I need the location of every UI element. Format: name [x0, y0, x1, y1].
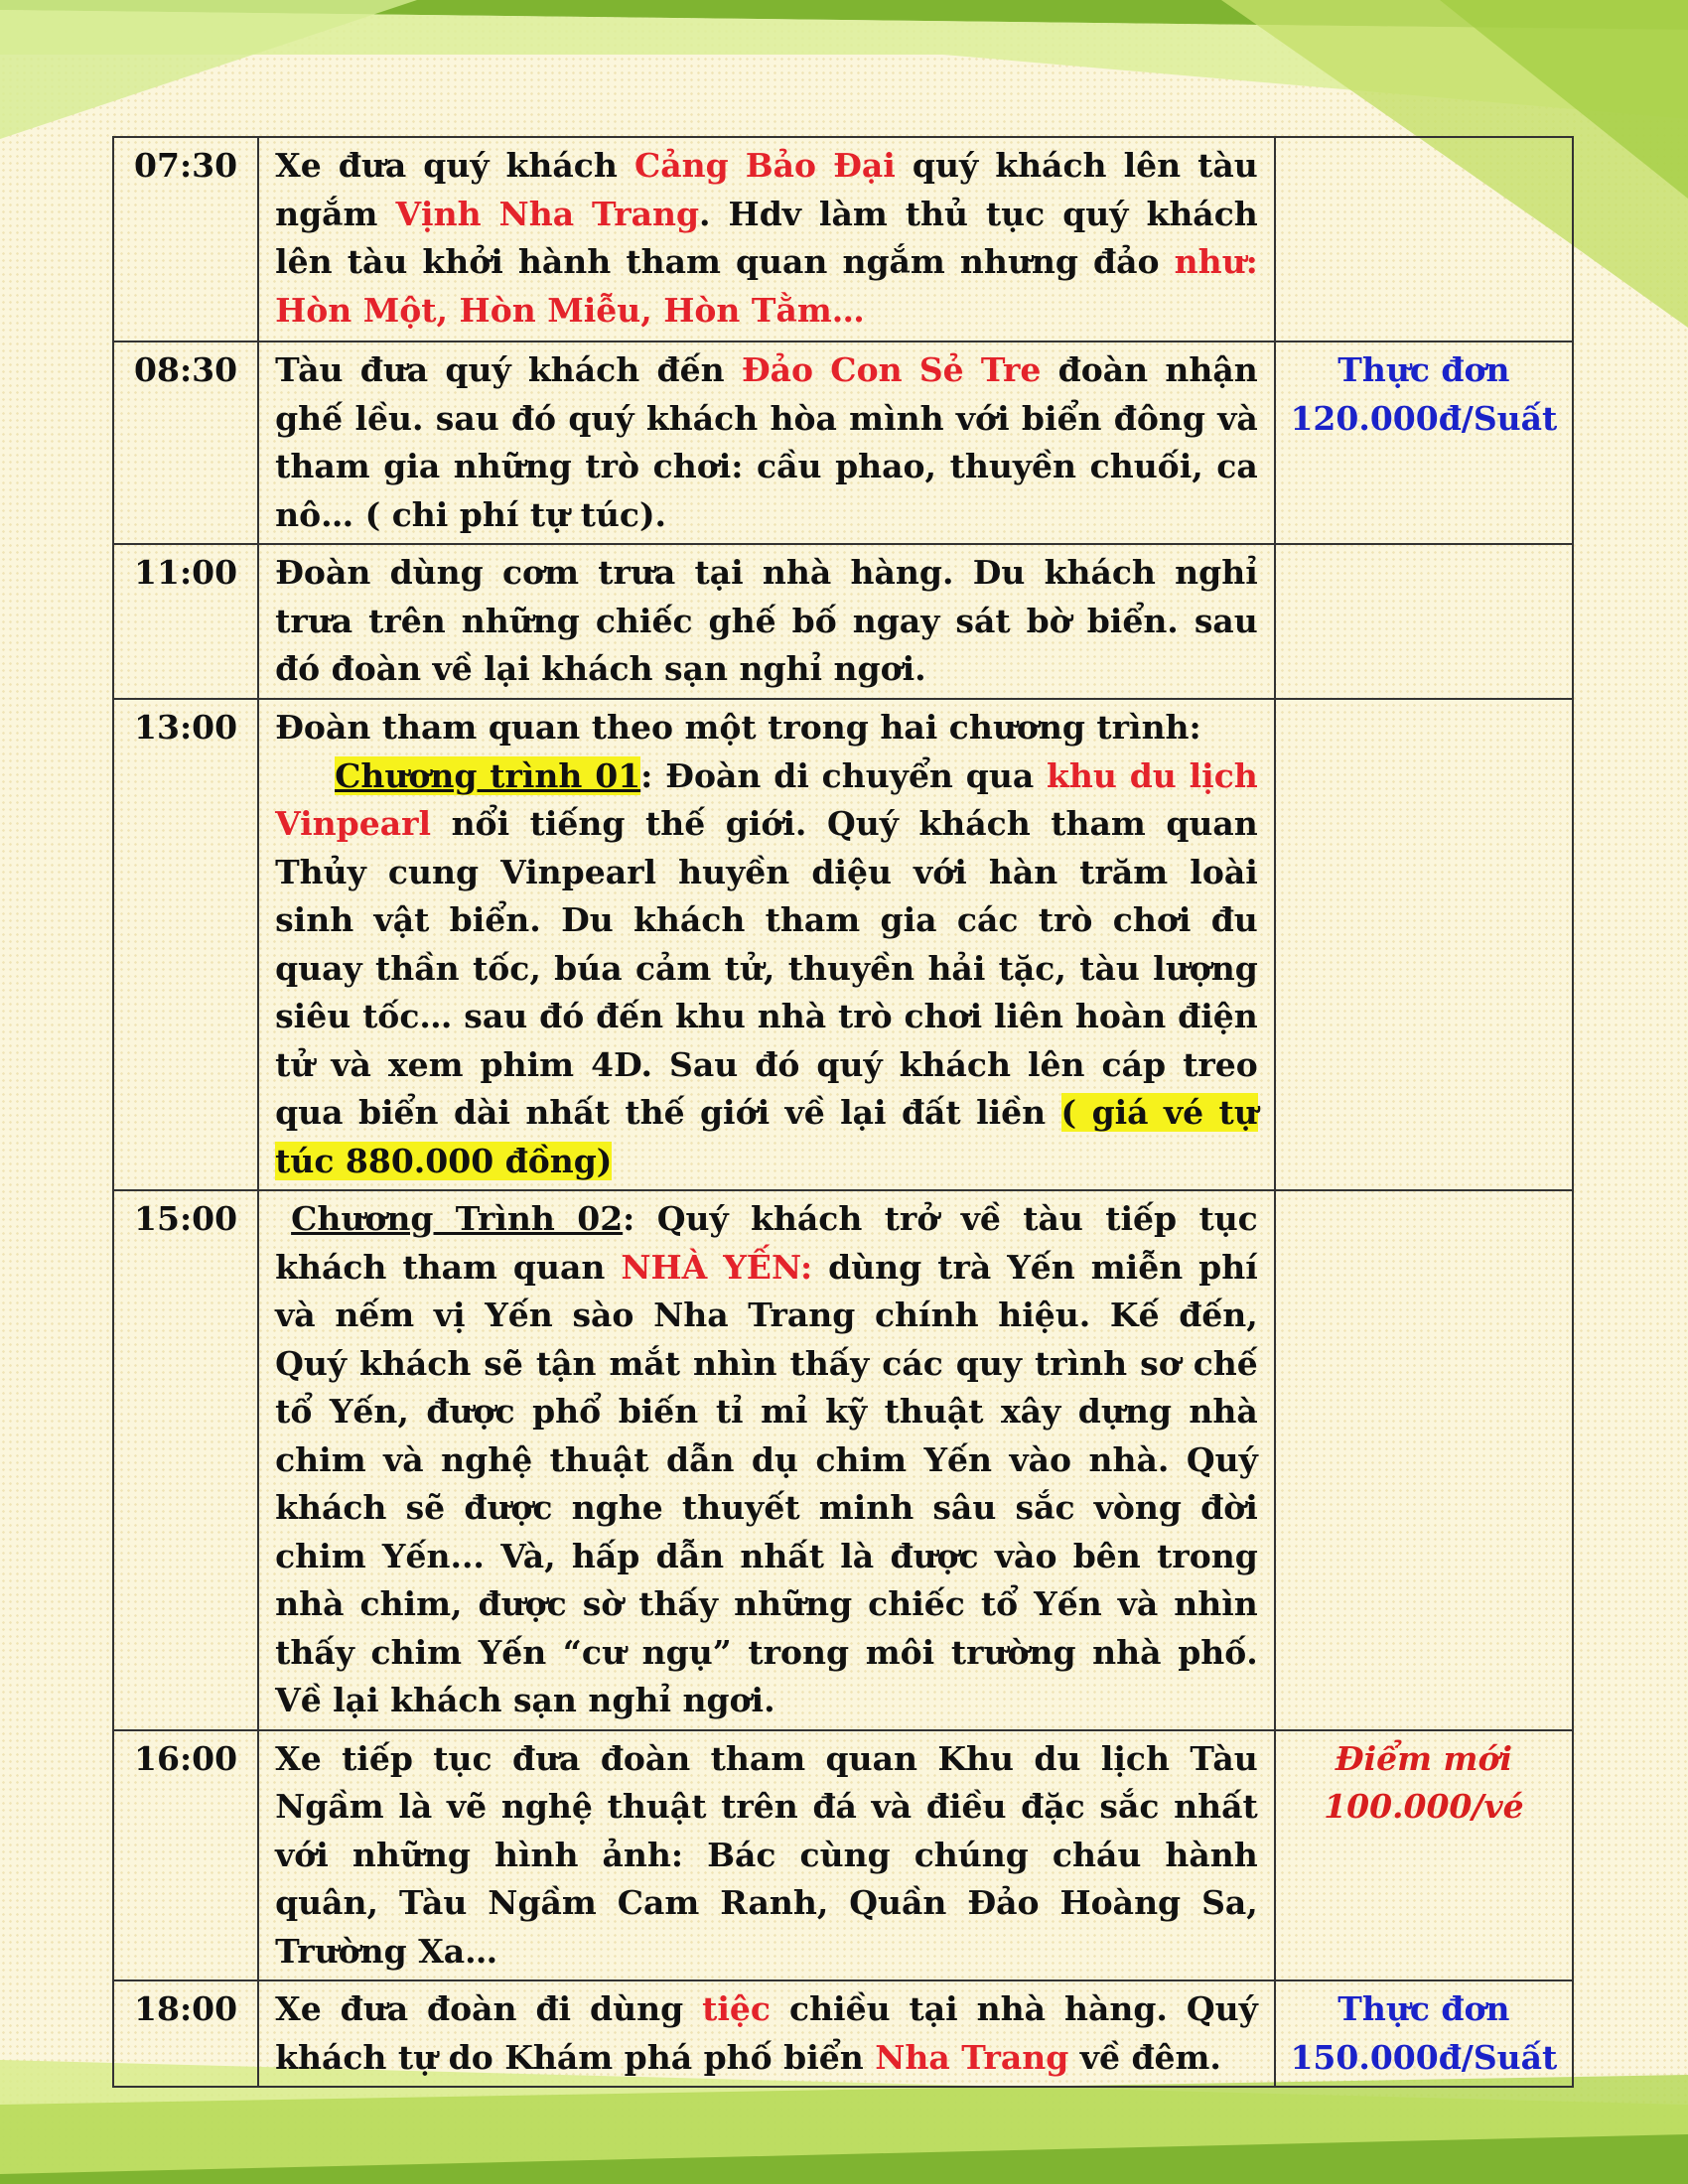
note-cell — [1275, 1190, 1573, 1730]
time-cell: 07:30 — [113, 137, 258, 341]
text: chiều tại nhà hàng. Quý khách tự do Khám phá phố biển — [275, 1989, 1258, 2077]
note-cell — [1275, 544, 1573, 699]
description-cell — [258, 1190, 1275, 1730]
place-highlight: Cảng Bảo Đại — [633, 146, 896, 185]
description-cell — [258, 544, 1275, 699]
program-title: Chương Trình 02 — [291, 1199, 624, 1238]
place-highlight: tiệc — [702, 1989, 772, 2028]
text: Xe tiếp tục đưa đoàn tham quan Khu du lịch Tàu Ngầm là vẽ nghệ thuật trên đá và điều đặc sắc nhất với những hình ảnh: Bác cùng chúng cháu hành quân, Tàu Ngầm Cam Ranh, Quần Đảo Hoàng Sa, Trường Xa… — [275, 1738, 1258, 1971]
place-highlight: khu du lịch Vinpearl — [275, 755, 1258, 843]
itinerary-row — [113, 1730, 1573, 1981]
text: Tàu đưa quý khách đến — [275, 350, 742, 389]
left-side-wedge — [0, 0, 417, 139]
menu-label: Thực đơn — [1337, 350, 1510, 389]
note-cell — [1275, 341, 1573, 544]
menu-label: Thực đơn — [1337, 1989, 1510, 2028]
text: Xe đưa quý khách — [275, 146, 634, 185]
time-cell: 08:30 — [113, 341, 258, 544]
note-cell — [1275, 699, 1573, 1190]
place-highlight: Đảo Con Sẻ Tre — [741, 350, 1042, 389]
text: về đêm. — [1068, 2037, 1221, 2077]
itinerary-row — [113, 341, 1573, 544]
itinerary-row — [113, 1190, 1573, 1730]
itinerary-row — [113, 699, 1573, 1190]
text: đoàn nhận ghế lều. sau đó quý khách hòa mình với biển đông và tham gia những trò chơi: cầu phao, thuyền chuối, ca nô… ( chi phí tự túc). — [275, 350, 1258, 534]
note-cell — [1275, 137, 1573, 341]
place-highlight: NHÀ YẾN: — [621, 1247, 813, 1287]
note-cell — [1275, 1980, 1573, 2087]
description-cell — [258, 699, 1275, 1190]
ticket-price: 100.000/vé — [1324, 1787, 1524, 1826]
intro-text: Đoàn tham quan theo một trong hai chương trình: — [275, 708, 1201, 747]
text: : Quý khách trở về tàu tiếp tục khách tham quan — [275, 1199, 1258, 1287]
time-cell: 18:00 — [113, 1980, 258, 2087]
text: : Đoàn di chuyển qua — [640, 755, 1048, 795]
description-cell — [258, 1980, 1275, 2087]
description-cell — [258, 137, 1275, 341]
program-title: Chương trình 01 — [335, 755, 641, 795]
itinerary-table — [112, 136, 1574, 2088]
description-cell — [258, 1730, 1275, 1981]
menu-price: 150.000đ/Suất — [1290, 2037, 1558, 2077]
itinerary-row — [113, 137, 1573, 341]
itinerary-row — [113, 544, 1573, 699]
program-paragraph — [275, 752, 1258, 1186]
time-cell: 11:00 — [113, 544, 258, 699]
text: Đoàn dùng cơm trưa tại nhà hàng. Du khách nghỉ trưa trên những chiếc ghế bố ngay sát bờ biển. sau đó đoàn về lại khách sạn nghỉ ngơi. — [275, 553, 1258, 688]
program-paragraph — [275, 1195, 1258, 1725]
text: quý khách lên tàu ngắm — [275, 146, 1258, 233]
itinerary-row — [113, 1980, 1573, 2087]
description-cell — [258, 341, 1275, 544]
text: Xe đưa đoàn đi dùng — [275, 1989, 703, 2028]
place-highlight: như: Hòn Một, Hòn Miễu, Hòn Tằm… — [275, 242, 1258, 330]
text: . Hdv làm thủ tục quý khách lên tàu khởi hành tham quan ngắm nhưng đảo — [275, 194, 1258, 281]
menu-price: 120.000đ/Suất — [1290, 398, 1558, 438]
place-highlight: Vịnh Nha Trang — [395, 194, 700, 233]
time-cell: 16:00 — [113, 1730, 258, 1981]
text: nổi tiếng thế giới. Quý khách tham quan Thủy cung Vinpearl huyền diệu với hàn trăm loài sinh vật biển. Du khách tham gia các trò chơi đu quay thần tốc, búa cảm tử, thuyền hải tặc, tàu lượng siêu tốc… sau đó đến khu nhà trò chơi liên hoàn điện tử và xem phim 4D. Sau đó quý khách lên cáp treo qua biển dài nhất thế giới về lại đất liền — [275, 804, 1258, 1132]
time-cell: 15:00 — [113, 1190, 258, 1730]
text: dùng trà Yến miễn phí và nếm vị Yến sào Nha Trang chính hiệu. Kế đến, Quý khách sẽ tận mắt nhìn thấy các quy trình sơ chế tổ Yến, được phổ biến tỉ mỉ kỹ thuật xây dựng nhà chim và nghệ thuật dẫn dụ chim Yến vào nhà. Quý khách sẽ được nghe thuyết minh sâu sắc vòng đời chim Yến... Và, hấp dẫn nhất là được vào bên trong nhà chim, được sờ thấy những chiếc tổ Yến và nhìn thấy chim Yến “cư ngụ” trong môi trường nhà phố. Về lại khách sạn nghỉ ngơi. — [275, 1247, 1258, 1719]
price-highlight: ( giá vé tự túc 880.000 đồng) — [275, 1093, 1258, 1180]
place-highlight: Nha Trang — [875, 2037, 1069, 2077]
new-spot-label: Điểm mới — [1335, 1738, 1513, 1778]
note-cell — [1275, 1730, 1573, 1981]
time-cell: 13:00 — [113, 699, 258, 1190]
